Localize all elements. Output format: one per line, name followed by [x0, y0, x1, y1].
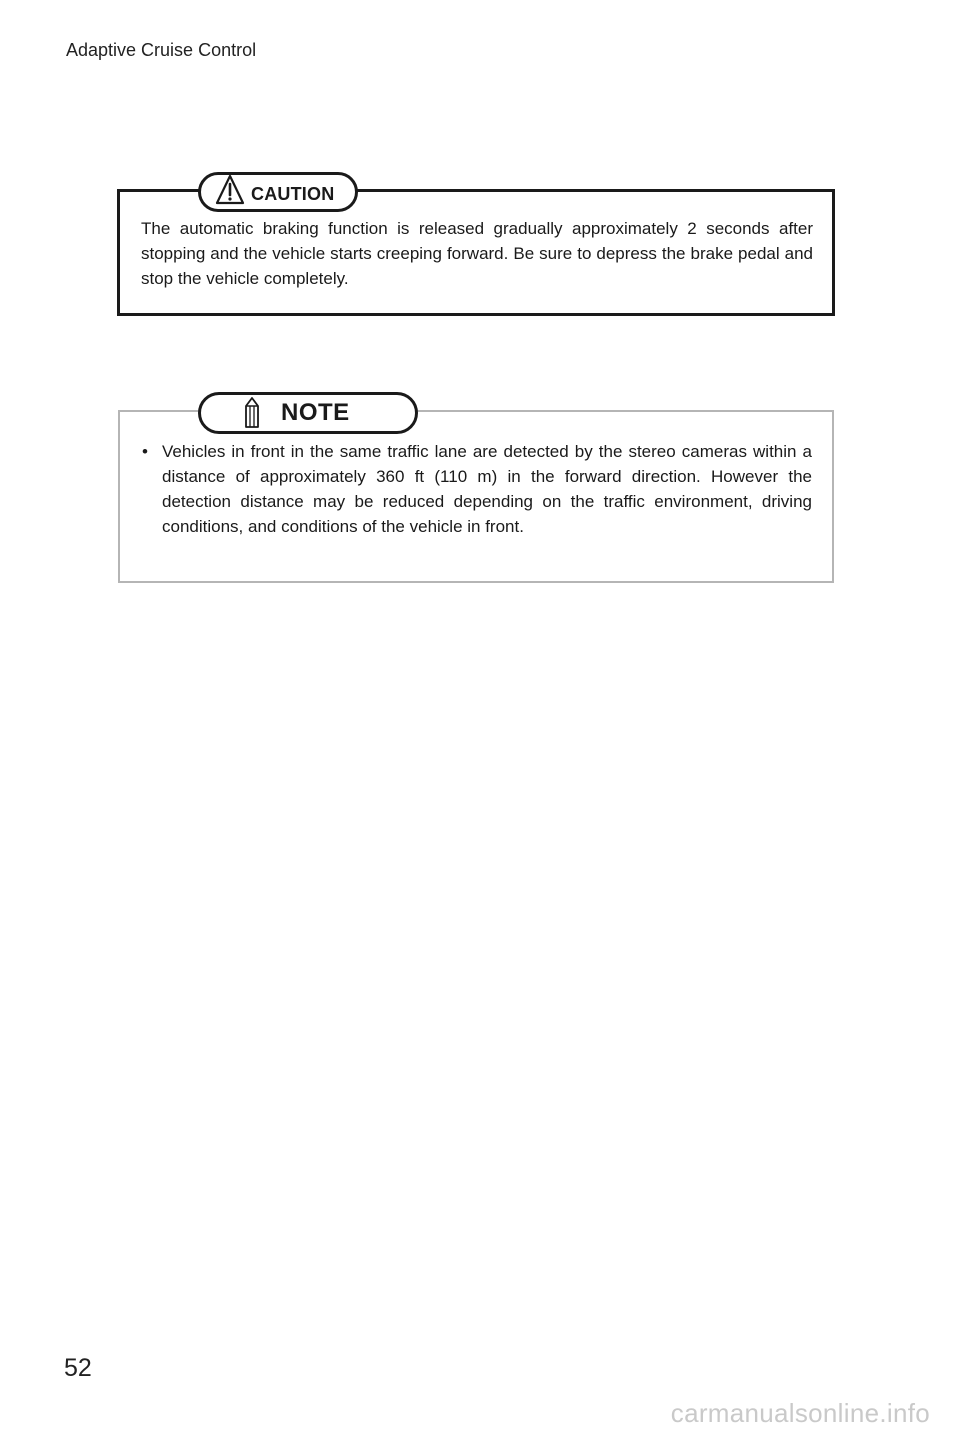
note-list [140, 439, 812, 539]
watermark: carmanualsonline.info [670, 1398, 930, 1428]
note-box [118, 410, 834, 583]
note-list-item [140, 439, 812, 539]
note-tab [198, 392, 418, 434]
note-item-text: Vehicles in front in the same traffic lane are detected by the stereo cameras within a distance of approximately 360 ft (110 m) in the forward direction. However the detection distance may be reduced depending on the traffic environment, driving conditions, and conditions of the vehicle in front. [162, 442, 812, 536]
caution-tab [198, 172, 358, 212]
page-number: 52 [64, 1354, 92, 1382]
warning-triangle-icon [215, 174, 245, 206]
note-label: NOTE [281, 399, 350, 426]
running-header: Adaptive Cruise Control [66, 40, 257, 60]
caution-text: The automatic braking function is released gradually approximately 2 seconds after stopping and the vehicle starts creeping forward. Be sure to depress the brake pedal and stop the vehicle completely. [141, 219, 813, 288]
pencil-icon [241, 396, 263, 430]
bullet-icon: • [142, 442, 148, 461]
caution-label: CAUTION [251, 183, 335, 204]
